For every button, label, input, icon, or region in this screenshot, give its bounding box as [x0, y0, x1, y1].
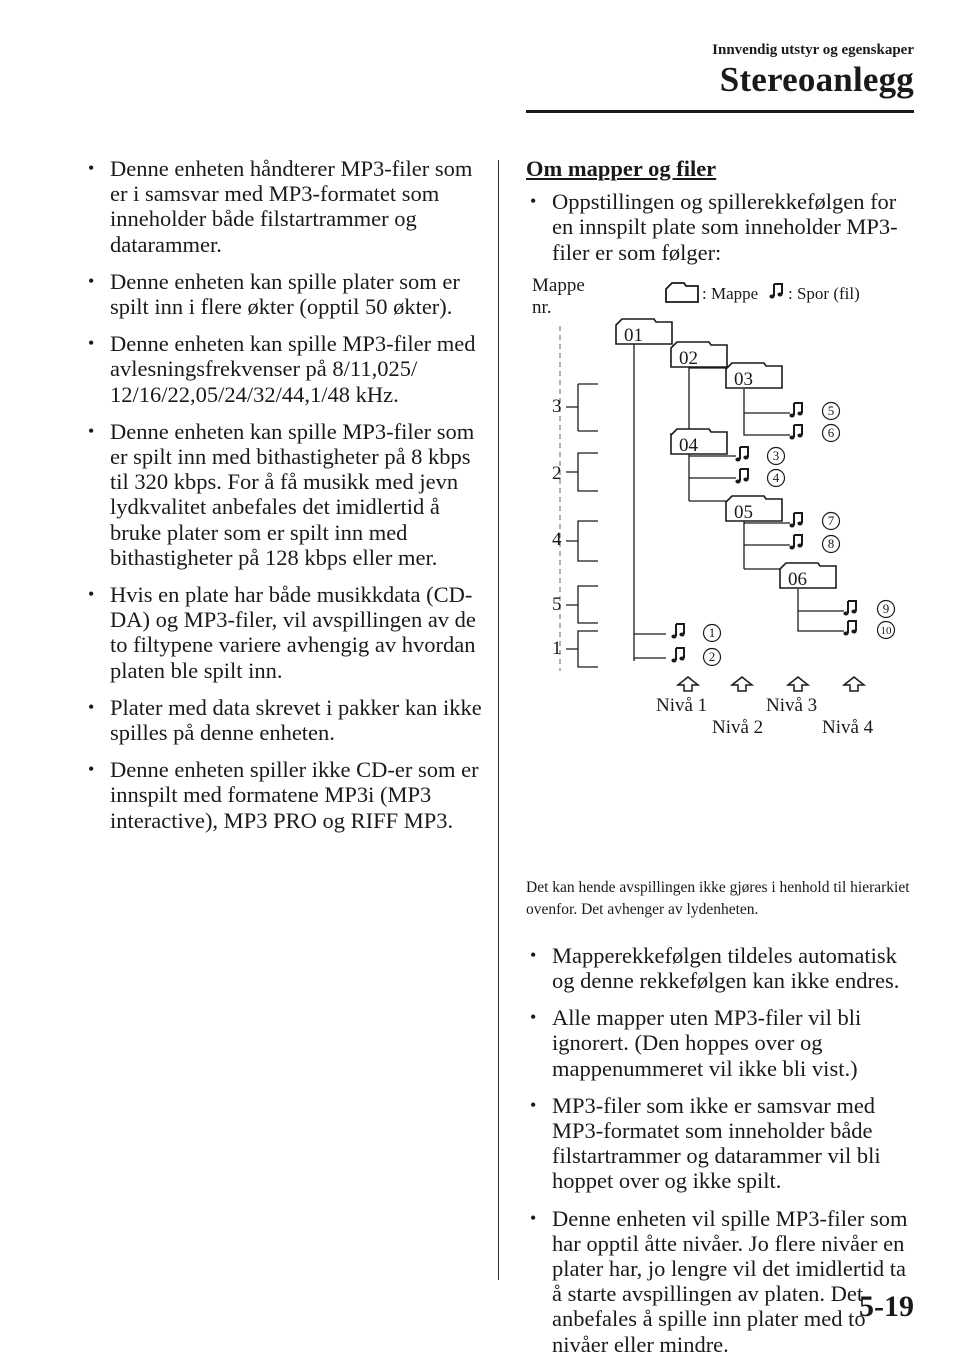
track-number: 9	[882, 600, 890, 616]
level-labels	[656, 695, 874, 738]
track-number: 10	[880, 624, 892, 637]
folder-no-label-2: nr.	[532, 296, 552, 318]
track-number: 2	[708, 648, 716, 664]
level-label: Nivå 1	[656, 694, 708, 716]
folder-number: 5	[552, 593, 562, 615]
legend-track-icon	[769, 284, 782, 299]
folder-label: 06	[788, 568, 807, 590]
folder-number: 3	[552, 395, 562, 417]
bullet-item: • Denne enheten vil spille MP3-filer som har opptil åtte nivåer. Jo flere nivåer en plater har, jo lengre vil det imidlertid ta å starte avspillingen av platen. Det anbefales å spille inn plater med to nivåer eller mindre.	[526, 1206, 918, 1357]
folder-no-label: Mappe	[532, 274, 585, 296]
left-column	[84, 156, 484, 845]
bullet-item: • Hvis en plate har både musikkdata (CD-DA) og MP3-filer, vil avspillingen av de to filtypene variere avhengig av hvordan platen ble spilt inn.	[84, 582, 484, 683]
track-number: 6	[827, 424, 835, 440]
folder-number-brackets	[566, 384, 598, 667]
level-label: Nivå 3	[766, 694, 818, 716]
track-number: 7	[827, 512, 835, 528]
legend-folder-label: : Mappe	[702, 283, 759, 303]
bullet-item: • Denne enheten spiller ikke CD-er som er innspilt med formatene MP3i (MP3 interactive), MP3 PRO og RIFF MP3.	[84, 757, 484, 833]
folder-boxes	[616, 319, 836, 588]
section-heading: Om mapper og filer	[526, 156, 717, 181]
folder-label: 05	[734, 501, 753, 523]
level-label: Nivå 2	[712, 716, 764, 738]
legend-folder-icon	[666, 283, 698, 302]
bullet-item: • Mapperekkefølgen tildeles automatisk og denne rekkefølgen kan ikke endres.	[526, 943, 918, 993]
bullet-item: • Oppstillingen og spillerekkefølgen for en innspilt plate som inneholder MP3-filer er som følger:	[526, 189, 918, 265]
folder-hierarchy-diagram	[526, 271, 918, 741]
folder-label: 01	[624, 324, 643, 346]
track-number: 8	[827, 535, 835, 551]
track-number: 5	[827, 402, 835, 418]
folder-label: 02	[679, 347, 698, 369]
page-title: Stereoanlegg	[719, 60, 914, 99]
folder-number: 4	[552, 528, 562, 550]
folder-label: 03	[734, 368, 753, 390]
folder-label: 04	[679, 434, 698, 456]
diagram-caption: Det kan hende avspillingen ikke gjøres i henhold til hierarkiet ovenfor. Det avhenger av lydenheten.	[526, 878, 910, 918]
bullet-item: • MP3-filer som ikke er samsvar med MP3-formatet som inneholder både filstartrammer og datarammer vil bli hoppet over og ikke spilt.	[526, 1093, 918, 1194]
track-number: 4	[772, 469, 780, 485]
hierarchy-svg	[526, 271, 918, 741]
intro-bullet-list	[526, 189, 918, 265]
bullet-item: • Denne enheten kan spille MP3-filer med avlesningsfrekvenser på 8/11,025/ 12/16/22,05/24/32/44,1/48 kHz.	[84, 331, 484, 407]
bullet-item: • Denne enheten håndterer MP3-filer som er i samsvar med MP3-formatet som inneholder både filstartrammer og datarammer.	[84, 156, 484, 257]
bullet-item: • Alle mapper uten MP3-filer vil bli ignorert. (Den hoppes over og mappenummeret vil ikke bli vist.)	[526, 1005, 918, 1081]
page-number: 5-19	[859, 1290, 914, 1323]
track-numbers	[709, 403, 892, 664]
column-divider	[498, 160, 499, 1280]
right-column	[526, 156, 918, 1363]
folder-number: 1	[552, 637, 562, 659]
track-number: 3	[772, 447, 780, 463]
level-label: Nivå 4	[822, 716, 874, 738]
bullet-item: • Denne enheten kan spille plater som er spilt inn i flere økter (opptil 50 økter).	[84, 269, 484, 319]
folder-number: 2	[552, 462, 562, 484]
level-arrow-icons	[678, 677, 864, 691]
header-rule	[526, 110, 914, 113]
header-section: Innvendig utstyr og egenskaper	[712, 42, 914, 58]
bullet-item: • Plater med data skrevet i pakker kan ikke spilles på denne enheten.	[84, 695, 484, 745]
bullet-item: • Denne enheten kan spille MP3-filer som er spilt inn med bithastigheter på 8 kbps til 320 kbps. For å få musikk med jevn lydkvalitet anbefales det imidlertid å bruke plater som er spilt inn med bithastigheter på 128 kbps eller mer.	[84, 419, 484, 570]
legend-track-label: : Spor (fil)	[788, 283, 860, 303]
left-bullet-list	[84, 156, 484, 833]
track-number: 1	[708, 624, 716, 640]
